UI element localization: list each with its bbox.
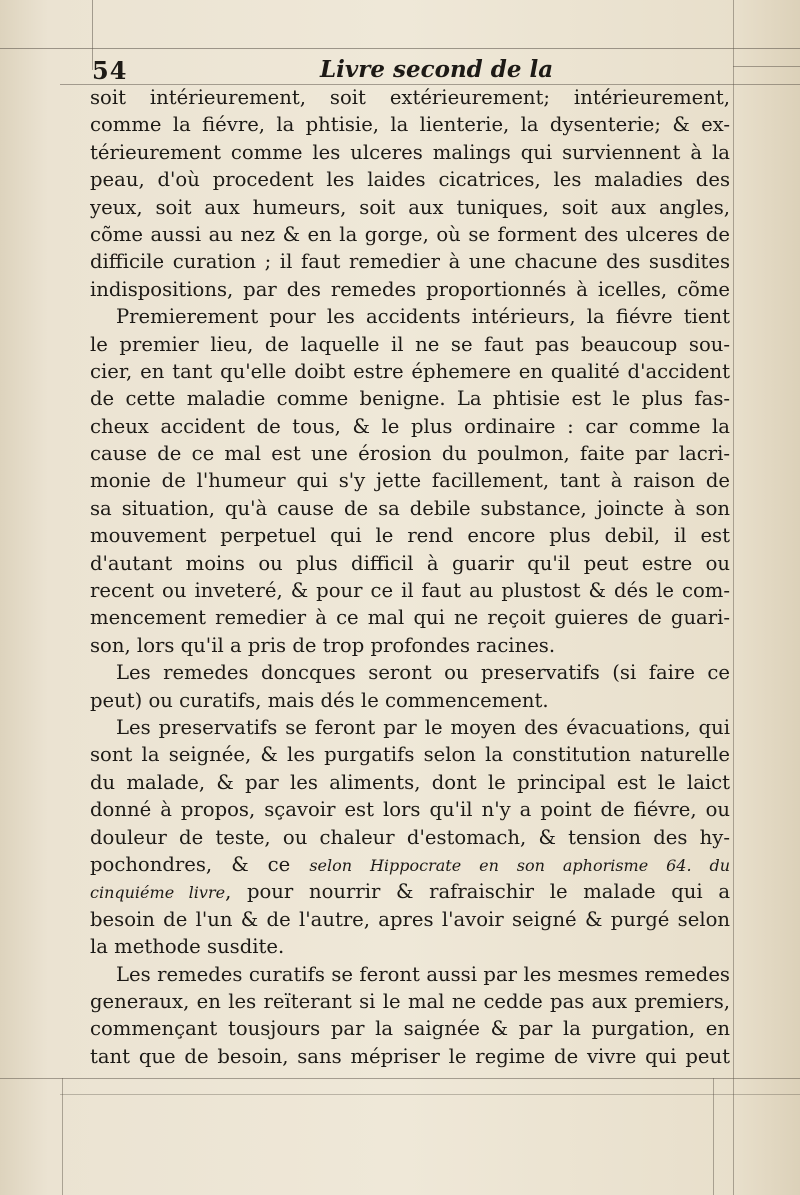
text-line bbox=[90, 358, 730, 385]
lower-left-rule bbox=[62, 1078, 63, 1195]
text-line bbox=[90, 139, 730, 166]
text-line bbox=[90, 385, 730, 412]
text-line bbox=[90, 1043, 730, 1070]
text-line bbox=[90, 906, 730, 933]
line-text: comme la fiévre, la phtisie, la lienterie, la dysenterie; & ex- bbox=[90, 113, 730, 137]
line-text: douleur de teste, ou chaleur d'estomach, & tension des hy- bbox=[90, 825, 730, 849]
body-text bbox=[90, 84, 730, 1070]
line-text: besoin de l'un & de l'autre, apres l'avoir seigné & purgé selon bbox=[90, 907, 730, 931]
line-text: Premierement pour les accidents intérieurs, la fiévre tient bbox=[116, 305, 730, 329]
line-text: recent ou inveteré, & pour ce il faut au plustost & dés le com- bbox=[90, 579, 730, 603]
text-line bbox=[90, 111, 730, 138]
line-text: cier, en tant qu'elle doibt estre éphemere en qualité d'accident bbox=[90, 359, 730, 383]
text-line bbox=[90, 741, 730, 768]
line-text: donné à propos, sçavoir est lors qu'il n'y a point de fiévre, ou bbox=[90, 798, 730, 822]
line-text: sont la seignée, & les purgatifs selon la constitution naturelle bbox=[90, 743, 730, 767]
text-line bbox=[90, 604, 730, 631]
line-text: cõme aussi au nez & en la gorge, où se forment des ulceres de bbox=[90, 222, 730, 246]
line-text: mouvement perpetuel qui le rend encore plus debil, il est bbox=[90, 524, 730, 548]
text-line bbox=[90, 796, 730, 823]
text-line bbox=[90, 714, 730, 741]
text-line bbox=[90, 522, 730, 549]
bottom-rule bbox=[0, 1078, 800, 1079]
lower-right-rule bbox=[713, 1078, 714, 1195]
line-text: Les remedes curatifs se feront aussi par les mesmes remedes bbox=[116, 962, 730, 986]
text-line bbox=[90, 988, 730, 1015]
bottom-rule-2 bbox=[60, 1094, 800, 1095]
text-line bbox=[90, 331, 730, 358]
line-text: yeux, soit aux humeurs, soit aux tuniques, soit aux angles, bbox=[90, 195, 730, 219]
text-line bbox=[90, 878, 730, 905]
text-line bbox=[90, 851, 730, 878]
text-line bbox=[90, 769, 730, 796]
text-line bbox=[90, 221, 730, 248]
line-text: d'autant moins ou plus difficil à guarir qu'il peut estre ou bbox=[90, 551, 730, 575]
line-text: mencement remedier à ce mal qui ne reçoit guieres de guari- bbox=[90, 606, 730, 630]
line-text: le premier lieu, de laquelle il ne se faut pas beaucoup sou- bbox=[90, 332, 730, 356]
line-text: commençant tousjours par la saignée & par la purgation, en bbox=[90, 1017, 730, 1041]
text-line bbox=[90, 961, 730, 988]
line-text: térieurement comme les ulceres malings qui surviennent à la bbox=[90, 140, 730, 164]
line-text: son, lors qu'il a pris de trop profondes racines. bbox=[90, 633, 556, 657]
text-line bbox=[90, 824, 730, 851]
italic-citation: selon Hippocrate en son aphorisme 64. du bbox=[309, 855, 730, 875]
line-text: la methode susdite. bbox=[90, 935, 285, 959]
text-line bbox=[90, 659, 730, 686]
text-line bbox=[90, 413, 730, 440]
page-number: 54 bbox=[92, 56, 128, 85]
line-text: pochondres, & ce bbox=[90, 852, 291, 876]
text-line bbox=[90, 495, 730, 522]
text-line bbox=[90, 687, 730, 714]
page-header bbox=[92, 54, 732, 88]
text-line bbox=[90, 84, 730, 111]
right-margin-rule bbox=[733, 0, 734, 1195]
line-text: Les preservatifs se feront par le moyen des évacuations, qui bbox=[116, 715, 730, 739]
line-text: Les remedes doncques seront ou preservatifs (si faire ce bbox=[116, 661, 730, 685]
line-text: peau, d'où procedent les laides cicatrices, les maladies des bbox=[90, 168, 730, 192]
line-text: tant que de besoin, sans mépriser le regime de vivre qui peut bbox=[90, 1044, 730, 1068]
right-top-rule bbox=[733, 66, 800, 67]
line-text: cause de ce mal est une érosion du poulmon, faite par lacri- bbox=[90, 442, 730, 466]
line-text: peut) ou curatifs, mais dés le commencement. bbox=[90, 688, 549, 712]
text-line bbox=[90, 467, 730, 494]
text-line bbox=[90, 276, 730, 303]
text-line bbox=[90, 440, 730, 467]
text-line bbox=[90, 303, 730, 330]
line-text: cheux accident de tous, & le plus ordinaire : car comme la bbox=[90, 414, 730, 438]
line-text: sa situation, qu'à cause de sa debile substance, joincte à son bbox=[90, 496, 730, 520]
line-text: generaux, en les reïterant si le mal ne cedde pas aux premiers, bbox=[90, 989, 730, 1013]
line-text: monie de l'humeur qui s'y jette facillement, tant à raison de bbox=[90, 469, 730, 493]
line-text: indispositions, par des remedes proportionnés à icelles, cõme bbox=[90, 277, 730, 301]
text-line bbox=[90, 550, 730, 577]
italic-citation: cinquiéme livre bbox=[90, 883, 226, 903]
text-line bbox=[90, 166, 730, 193]
text-line bbox=[90, 194, 730, 221]
text-line bbox=[90, 577, 730, 604]
text-line bbox=[90, 248, 730, 275]
line-text: du malade, & par les aliments, dont le principal est le laict bbox=[90, 770, 730, 794]
line-text: , pour nourrir & rafraischir le malade qui a bbox=[225, 880, 730, 904]
top-rule bbox=[0, 48, 800, 49]
line-text: de cette maladie comme benigne. La phtisie est le plus fas- bbox=[90, 387, 730, 411]
text-line bbox=[90, 933, 730, 960]
running-title: Livre second de la bbox=[320, 56, 554, 83]
line-text: difficile curation ; il faut remedier à une chacune des susdites bbox=[90, 250, 730, 274]
line-text: soit intérieurement, soit extérieurement; intérieurement, bbox=[90, 86, 730, 109]
text-line bbox=[90, 632, 730, 659]
text-line bbox=[90, 1015, 730, 1042]
